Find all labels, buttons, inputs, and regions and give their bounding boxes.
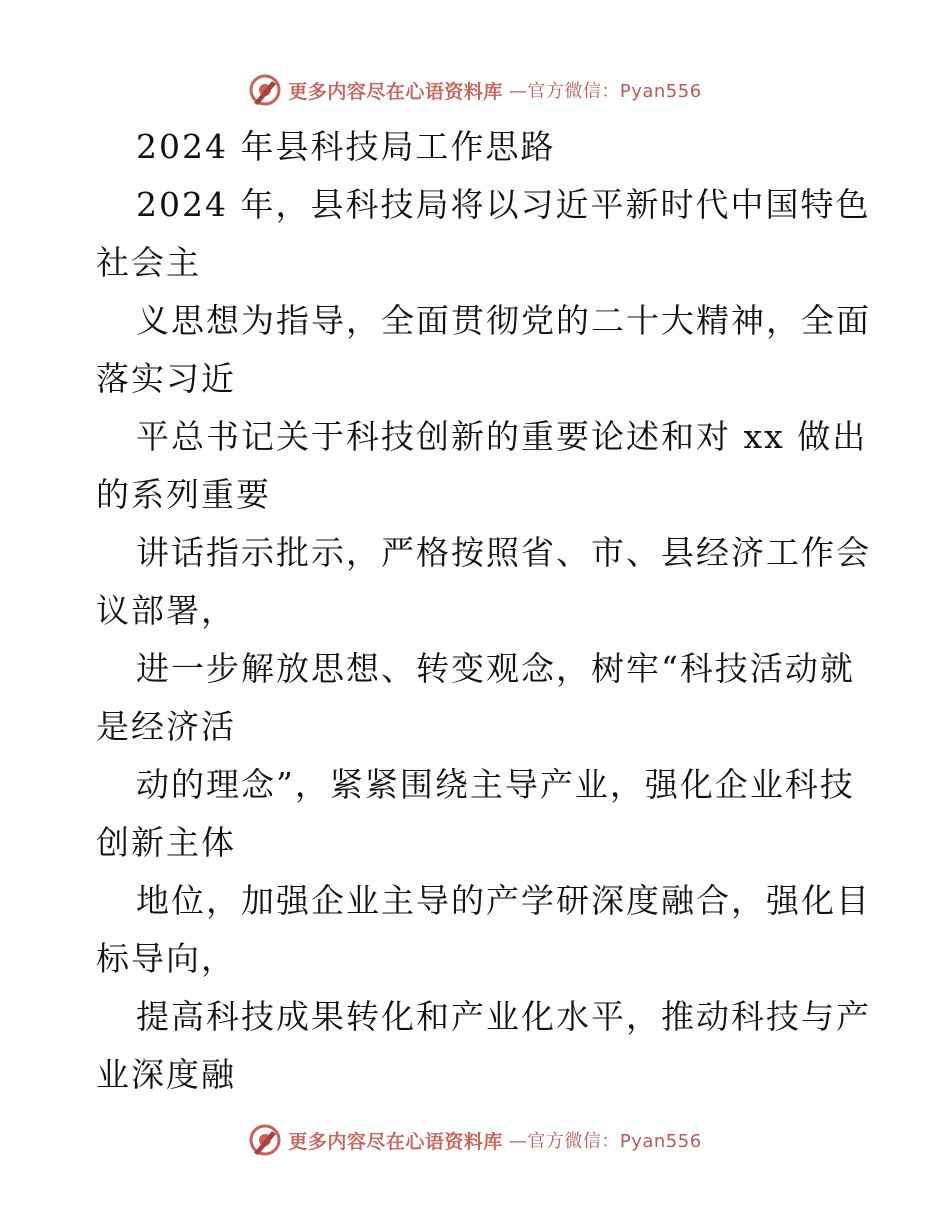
paragraph-line: 社会主 bbox=[96, 243, 201, 282]
paragraph-line: 进一步解放思想、转变观念，树牢“科技活动就 bbox=[136, 649, 855, 688]
paragraph-line: 议部署， bbox=[96, 591, 236, 630]
document-body bbox=[96, 118, 871, 1104]
footer-banner bbox=[0, 1122, 950, 1158]
paragraph-line: 动的理念”，紧紧围绕主导产业，强化企业科技 bbox=[136, 765, 855, 804]
pen-seal-icon bbox=[248, 73, 282, 107]
document-title: 2024 年县科技局工作思路 bbox=[136, 127, 556, 166]
header-banner bbox=[0, 72, 950, 108]
paragraph-line: 标导向， bbox=[96, 939, 236, 978]
pen-seal-icon bbox=[248, 1123, 282, 1157]
paragraph-line: 义思想为指导，全面贯彻党的二十大精神，全面 bbox=[136, 301, 871, 340]
paragraph-line: 2024 年，县科技局将以习近平新时代中国特色 bbox=[136, 185, 871, 224]
paragraph-line: 的系列重要 bbox=[96, 475, 271, 514]
banner-sub-text: —官方微信：Pyan556 bbox=[508, 1131, 702, 1152]
paragraph-line: 提高科技成果转化和产业化水平，推动科技与产 bbox=[136, 997, 871, 1036]
paragraph-line: 落实习近 bbox=[96, 359, 236, 398]
banner-sub-text: —官方微信：Pyan556 bbox=[508, 81, 702, 102]
paragraph-line: 地位，加强企业主导的产学研深度融合，强化目 bbox=[136, 881, 871, 920]
banner-main-text: 更多内容尽在心语资料库 bbox=[288, 1130, 503, 1153]
paragraph-line: 讲话指示批示，严格按照省、市、县经济工作会 bbox=[136, 533, 871, 572]
paragraph-line: 业深度融 bbox=[96, 1055, 236, 1094]
banner-main-text: 更多内容尽在心语资料库 bbox=[288, 80, 503, 103]
paragraph-line: 平总书记关于科技创新的重要论述和对 xx 做出 bbox=[136, 417, 868, 456]
paragraph-line: 是经济活 bbox=[96, 707, 236, 746]
paragraph-line: 创新主体 bbox=[96, 823, 236, 862]
